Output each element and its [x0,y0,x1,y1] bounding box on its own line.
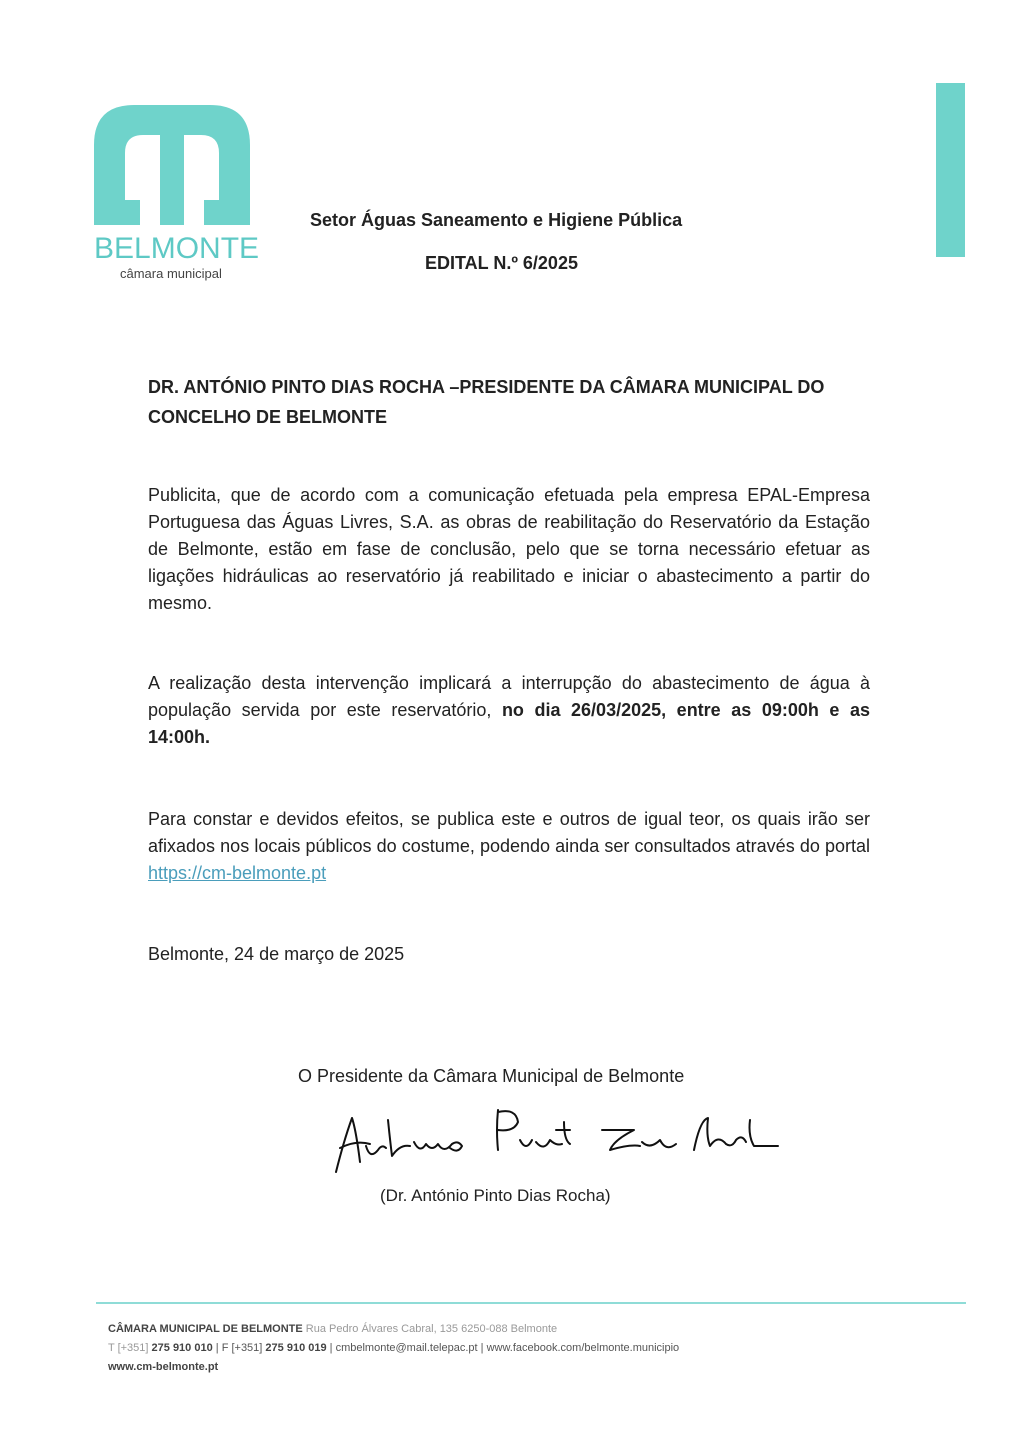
footer-fax-label: F [+351] [221,1342,263,1354]
paragraph-publicita: Publicita, que de acordo com a comunicação efetuada pela empresa EPAL-Empresa Portuguesa das Águas Livres, S.A. as obras de reabilitação do Reservatório da Estação de Belmonte, estão em fase de conclusão, pelo que se torna necessário efetuar as ligações hidráulicas ao reservatório já reabilitado e iniciar o abastecimento a partir do mesmo. [148,485,870,613]
president-heading: DR. ANTÓNIO PINTO DIAS ROCHA –PRESIDENTE DA CÂMARA MUNICIPAL DO CONCELHO DE BELMONTE [148,377,825,427]
footer-facebook[interactable]: www.facebook.com/belmonte.municipio [486,1342,680,1354]
footer-address: Rua Pedro Álvares Cabral, 135 6250-088 Belmonte [305,1323,558,1335]
printed-signatory-name: (Dr. António Pinto Dias Rocha) [380,1186,611,1205]
footer-phone: 275 910 010 [151,1342,213,1354]
footer-line-3 [108,1358,679,1377]
paragraph-intervencao [148,670,870,751]
portal-link[interactable]: https://cm-belmonte.pt [148,863,327,883]
paragraph-constar [148,806,870,887]
belmonte-logo-icon [94,105,250,225]
footer [108,1320,679,1377]
footer-website[interactable]: www.cm-belmonte.pt [108,1361,219,1373]
footer-line-2: T [+351] 275 910 010 | F [+351] 275 910 019 | cmbelmonte@mail.telepac.pt | www.facebook.com/belmonte.municipio [108,1342,680,1354]
logo-subtitle: câmara municipal [120,266,222,281]
footer-org: CÂMARA MUNICIPAL DE BELMONTE [108,1323,303,1335]
sector-title: Setor Águas Saneamento e Higiene Pública [310,210,683,230]
interruption-date-time: no dia 26/03/2025, entre as 09:00h e as 14:00h. [148,700,870,747]
document-date: Belmonte, 24 de março de 2025 [148,944,405,964]
footer-line-1 [108,1320,679,1339]
logo-name: BELMONTE [94,232,260,265]
footer-email[interactable]: cmbelmonte@mail.telepac.pt [335,1342,478,1354]
paragraph-constar-text: Para constar e devidos efeitos, se publica este e outros de igual teor, os quais irão ser afixados nos locais públicos do costume, podendo ainda ser consultados através do portal [148,809,870,856]
footer-fax: 275 910 019 [265,1342,327,1354]
paragraph-intervencao-text: A realização desta intervenção implicará a interrupção do abastecimento de água à população servida por este reservatório, [148,673,870,720]
footer-phone-label: T [+351] [108,1342,149,1354]
accent-bar [936,83,965,257]
handwritten-signature [330,1100,780,1180]
signature-title: O Presidente da Câmara Municipal de Belmonte [298,1066,685,1086]
edital-number: EDITAL N.º 6/2025 [425,253,578,273]
footer-divider [96,1302,966,1304]
